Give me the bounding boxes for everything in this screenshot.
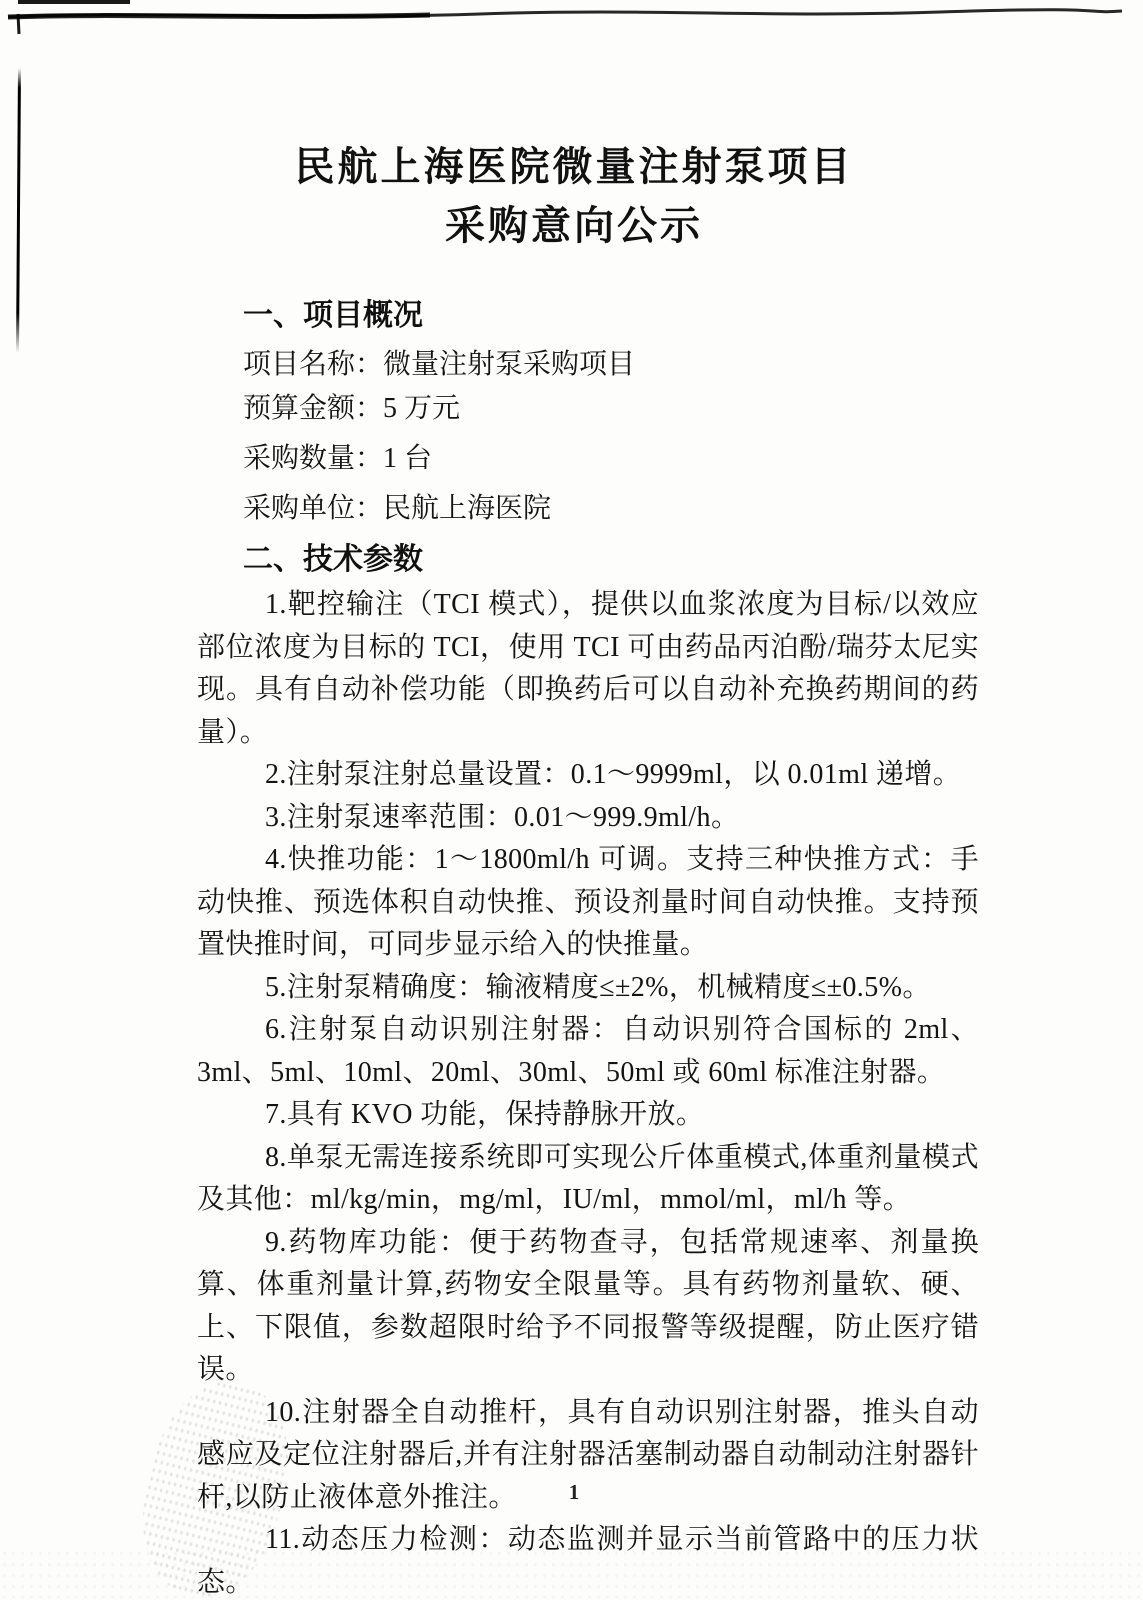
spec-item-text: 1.靶控输注（TCI 模式），提供以血浆浓度为目标/以效应部位浓度为目标的 TCI，使用 TCI 可由药品丙泊酚/瑞芬太尼实现。具有自动补偿功能（即换药后可以自动补充换药期间的药量）。 [197, 589, 979, 748]
spec-item [197, 1222, 979, 1392]
spec-item-text: 5.注射泵精确度：输液精度≤±2%，机械精度≤±0.5%。 [265, 971, 931, 1003]
overview-field-row [243, 437, 979, 481]
spec-item [197, 1094, 979, 1137]
field-label: 项目名称： [243, 349, 384, 380]
spec-items [197, 584, 979, 1600]
overview-field-row [243, 487, 979, 531]
spec-item-text: 4.快推功能：1～1800ml/h 可调。支持三种快推方式：手动快推、预选体积自动快推、预设剂量时间自动快推。支持预置快推时间，可同步显示给入的快推量。 [197, 844, 979, 960]
spec-item-text: 9.药物库功能：便于药物查寻，包括常规速率、剂量换算、体重剂量计算,药物安全限量等。具有药物剂量软、硬、上、下限值，参数超限时给予不同报警等级提醒，防止医疗错误。 [197, 1226, 979, 1385]
spec-item [197, 1519, 979, 1600]
spec-item-text: 10.注射器全自动推杆，具有自动识别注射器，推头自动感应及定位注射器后,并有注射器活塞制动器自动制动注射器针杆,以防止液体意外推注。 [197, 1396, 979, 1513]
overview-field-row [243, 343, 979, 387]
field-value: 民航上海医院 [383, 493, 552, 524]
spec-item [197, 797, 979, 840]
spec-item-text: 8.单泵无需连接系统即可实现公斤体重模式,体重剂量模式及其他：ml/kg/min，mg/ml，IU/ml，mmol/ml，ml/h 等。 [197, 1141, 979, 1215]
overview-field-row [243, 387, 979, 431]
field-value: 微量注射泵采购项目 [383, 349, 636, 380]
document-title-line2: 采购意向公示 [445, 204, 703, 248]
spec-item [197, 967, 979, 1010]
field-value: 5 万元 [383, 393, 461, 424]
spec-item-text: 7.具有 KVO 功能，保持静脉开放。 [265, 1099, 705, 1130]
spec-item-text: 11.动态压力检测：动态监测并显示当前管路中的压力状态。 [197, 1524, 979, 1598]
spec-item [197, 839, 979, 967]
document-body [197, 297, 979, 1600]
field-label: 采购数量： [243, 443, 384, 474]
spec-item [197, 584, 979, 754]
field-label: 采购单位： [243, 493, 384, 524]
spec-item [197, 1009, 979, 1094]
page-number: 1 [568, 1480, 580, 1504]
spec-item [197, 1137, 979, 1222]
spec-item-text: 3.注射泵速率范围：0.01～999.9ml/h。 [265, 801, 740, 833]
document-title [0, 138, 1143, 256]
field-label: 预算金额： [243, 393, 384, 424]
document-title-line1: 民航上海医院微量注射泵项目 [294, 145, 854, 189]
overview-fields [197, 343, 979, 531]
section-specs-heading: 二、技术参数 [243, 543, 423, 576]
field-value: 1 台 [383, 443, 433, 474]
spec-item-text: 2.注射泵注射总量设置：0.1～9999ml，以 0.01ml 递增。 [265, 759, 962, 790]
spec-item-text: 6.注射泵自动识别注射器：自动识别符合国标的 2ml、3ml、5ml、10ml、20ml、30ml、50ml 或 60ml 标准注射器。 [197, 1014, 979, 1088]
spec-item [197, 754, 979, 797]
scan-artifact-top-edge-line [0, 0, 1143, 40]
section-overview-heading: 一、项目概况 [243, 299, 423, 332]
